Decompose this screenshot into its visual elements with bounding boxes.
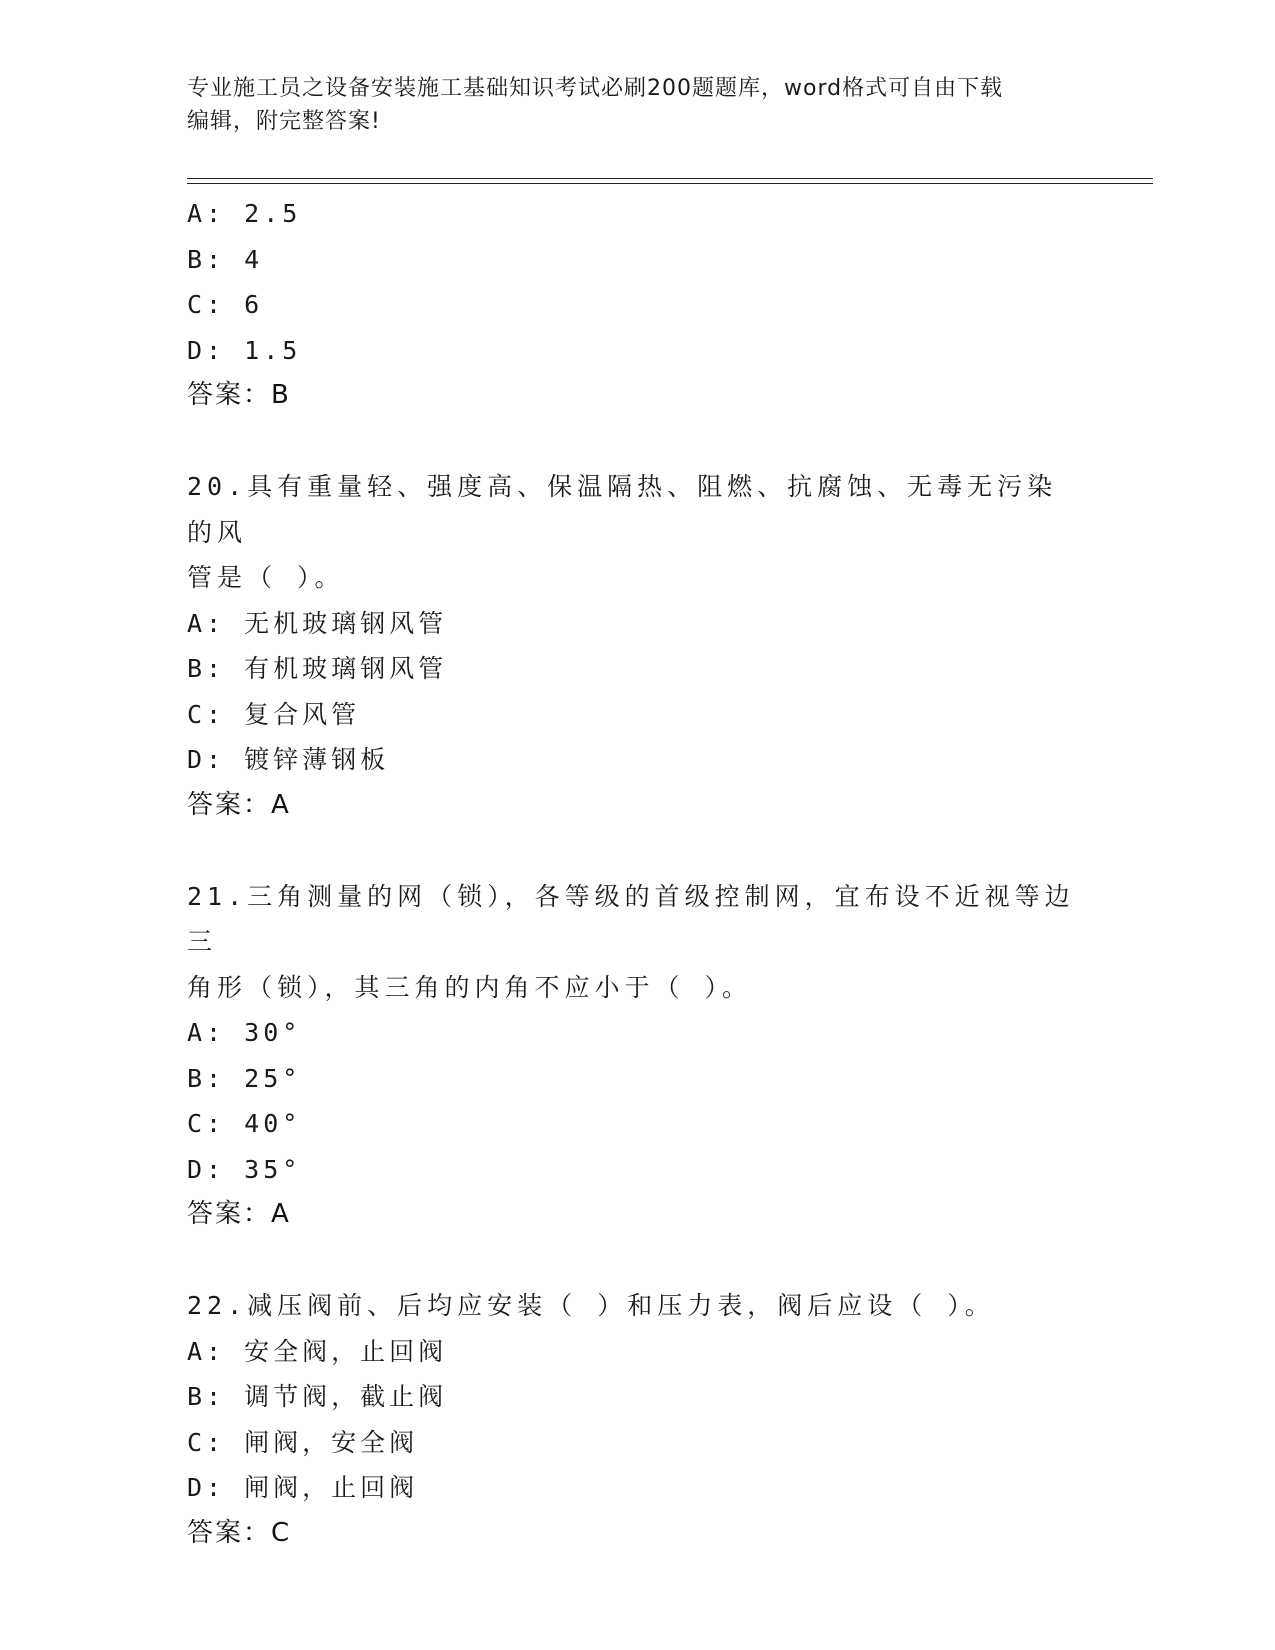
question-19 — [187, 191, 1087, 419]
option-b: B: 有机玻璃钢风管 — [187, 654, 448, 683]
option-b: B: 4 — [187, 244, 264, 274]
question-text-line-1: 21.三角测量的网（锁），各等级的首级控制网，宜布设不近视等边三 — [187, 881, 1075, 956]
question-text-line-1: 20.具有重量轻、强度高、保温隔热、阻燃、抗腐蚀、无毒无污染的风 — [187, 472, 1058, 547]
option-d: D: 35° — [187, 1154, 302, 1184]
header-line-2: 编辑，附完整答案! — [187, 109, 381, 134]
answer-line: 答案：A — [187, 1199, 291, 1229]
header-line-1: 专业施工员之设备安装施工基础知识考试必刷200题题库，word格式可自由下载 — [187, 76, 1004, 101]
question-text-line-2: 角形（锁），其三角的内角不应小于（ ）。 — [187, 972, 753, 1002]
option-b: B: 25° — [187, 1063, 302, 1093]
option-c: C: 6 — [187, 290, 264, 319]
option-c: C: 40° — [187, 1109, 302, 1138]
question-list — [187, 191, 1087, 1556]
option-a: A: 安全阀，止回阀 — [187, 1336, 448, 1366]
option-a: A: 无机玻璃钢风管 — [187, 608, 448, 638]
header-divider-bottom — [187, 183, 1153, 184]
option-c: C: 复合风管 — [187, 699, 361, 729]
option-c: C: 闸阀，安全阀 — [187, 1427, 419, 1457]
option-b: B: 调节阀，截止阀 — [187, 1382, 448, 1411]
document-header — [187, 72, 1087, 138]
option-a: A: 30° — [187, 1018, 302, 1047]
question-text-line-2: 管是（ ）。 — [187, 563, 345, 592]
question-21 — [187, 874, 1087, 1238]
answer-line: 答案：A — [187, 789, 291, 820]
question-text-line-1: 22.减压阀前、后均应安装（ ）和压力表，阀后应设（ ）。 — [187, 1291, 995, 1320]
option-d: D: 镀锌薄钢板 — [187, 745, 390, 774]
question-20 — [187, 464, 1087, 828]
question-22 — [187, 1283, 1087, 1556]
header-divider-top — [187, 178, 1153, 179]
option-a: A: 2.5 — [187, 199, 302, 228]
option-d: D: 闸阀，止回阀 — [187, 1473, 419, 1502]
answer-line: 答案：C — [187, 1517, 292, 1548]
option-d: D: 1.5 — [187, 335, 302, 365]
answer-line: 答案：B — [187, 380, 291, 410]
